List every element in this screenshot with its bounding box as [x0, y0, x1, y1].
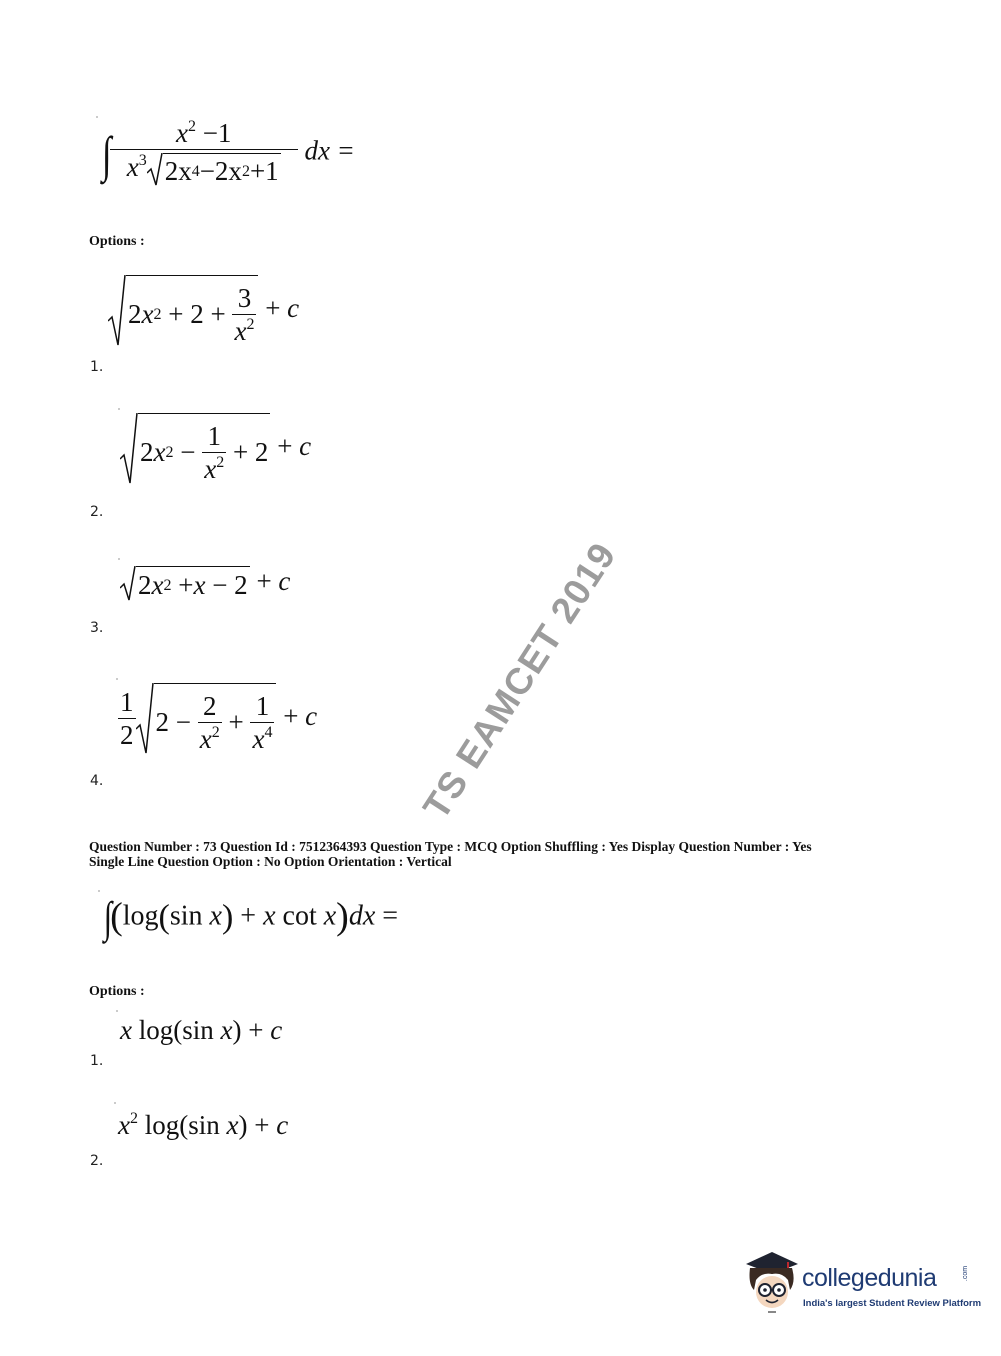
question-72-expression: ∫ $x^2 -1$ $x^3$ 2x 4 −2x 2 +1 dx = [102, 118, 355, 186]
mascot-icon [742, 1250, 800, 1318]
question-73-meta-line-1: Question Number : 73 Question Id : 7512364393 Question Type : MCQ Option Shuffling : Yes Display Question Number : Yes [89, 839, 812, 854]
stray-mark [116, 678, 118, 680]
q72-option-4-expression[interactable]: $\frac{1}{2}$ 2 − $\frac{2}{x^2}$ + $\frac{1}{x^4}$ + c [118, 683, 317, 755]
collegedunia-logo[interactable] [742, 1250, 982, 1318]
logo-tagline: India's largest Student Review Platform [803, 1298, 982, 1309]
stray-mark [98, 890, 100, 892]
q73-option-2-expression[interactable]: $x^2$ log(sin x) + c [118, 1110, 289, 1140]
logo-com-suffix: .com [962, 1265, 970, 1282]
q72-option-2-number: 2. [90, 504, 104, 520]
stray-mark [118, 408, 120, 410]
q72-option-3-expression[interactable]: 2 x 2 + x − 2 + c [120, 566, 290, 602]
question-73-expression: ∫(log(sin x) + x cot x)dx = [103, 893, 399, 942]
q73-option-1-number: 1. [90, 1053, 104, 1069]
q72-option-1-number: 1. [90, 359, 104, 375]
stray-mark [96, 116, 98, 118]
question-73-meta-line-2: Single Line Question Option : No Option Orientation : Vertical [89, 854, 452, 869]
q72-option-4-number: 4. [90, 773, 104, 789]
stray-mark [118, 558, 120, 560]
q73-option-2-number: 2. [90, 1153, 104, 1169]
q72-option-2-expression[interactable]: 2 x 2 − $\frac{1}{x^2}$ + 2 + c [120, 413, 311, 485]
stray-mark [114, 1102, 116, 1104]
watermark-text: TS EAMCET 2019 [415, 535, 625, 827]
logo-wordmark: collegedunia [802, 1264, 937, 1292]
options-label-q73: Options : [89, 984, 145, 999]
q72-option-3-number: 3. [90, 620, 104, 636]
q73-option-1-expression[interactable]: x log(sin x) + c [120, 1015, 283, 1045]
stray-mark [116, 1010, 118, 1012]
options-label-q72: Options : [89, 234, 145, 249]
q72-option-1-expression[interactable]: 2 x 2 + 2 + $\frac{3}{x^2}$ + c [108, 275, 299, 347]
